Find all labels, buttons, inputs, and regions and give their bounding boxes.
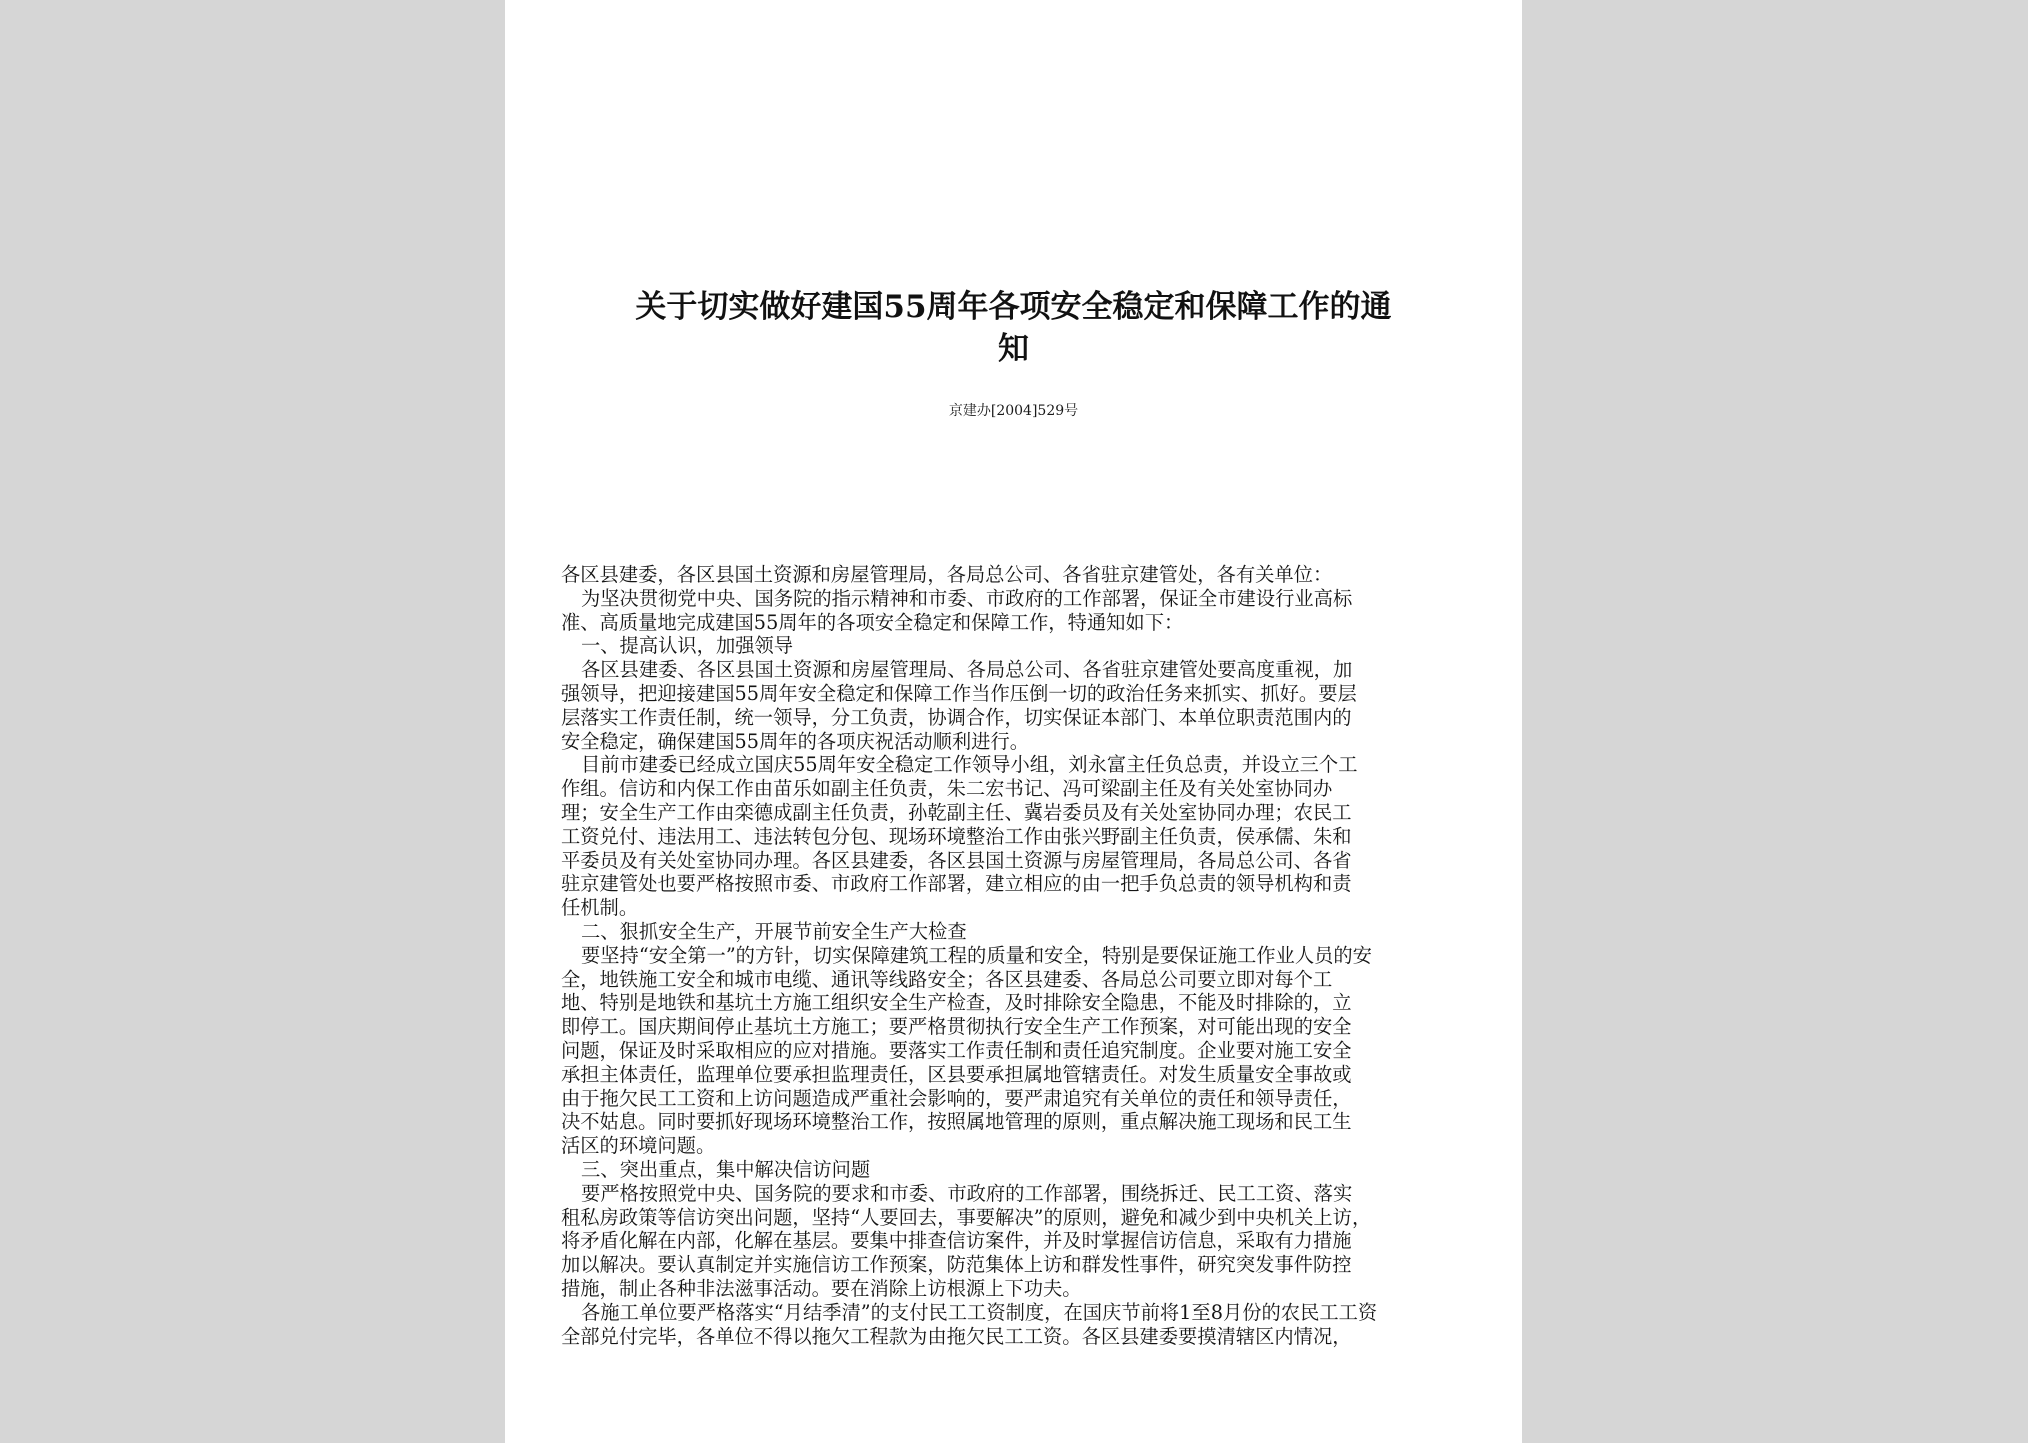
body-line: 为坚决贯彻党中央、国务院的指示精神和市委、市政府的工作部署，保证全市建设行业高标	[581, 586, 1353, 610]
body-line: 二、狠抓安全生产，开展节前安全生产大检查	[581, 919, 967, 943]
body-line: 全部兑付完毕，各单位不得以拖欠工程款为由拖欠民工工资。各区县建委要摸清辖区内情况，	[561, 1324, 1352, 1348]
body-line: 驻京建管处也要严格按照市委、市政府工作部署，建立相应的由一把手负总责的领导机构和责	[561, 872, 1352, 896]
body-line: 决不姑息。同时要抓好现场环境整治工作，按照属地管理的原则，重点解决施工现场和民工生	[561, 1110, 1352, 1134]
body-line: 三、突出重点，集中解决信访问题	[581, 1157, 871, 1181]
body-line: 各区县建委，各区县国土资源和房屋管理局，各局总公司、各省驻京建管处，各有关单位：	[561, 563, 1333, 586]
title-line-2: 知	[998, 331, 1029, 367]
body-line: 问题，保证及时采取相应的应对措施。要落实工作责任制和责任追究制度。企业要对施工安全	[561, 1038, 1352, 1062]
body-line: 措施，制止各种非法滋事活动。要在消除上访根源上下功夫。	[561, 1276, 1082, 1300]
body-line: 各区县建委、各区县国土资源和房屋管理局、各局总公司、各省驻京建管处要高度重视，加	[581, 658, 1353, 682]
body-line: 强领导，把迎接建国55周年安全稳定和保障工作当作压倒一切的政治任务来抓实、抓好。要层	[561, 681, 1357, 705]
body-line: 作组。信访和内保工作由苗乐如副主任负责，朱二宏书记、冯可梁副主任及有关处室协同办	[561, 777, 1333, 801]
document-number: 京建办[2004]529号	[948, 403, 1079, 419]
body-line: 目前市建委已经成立国庆55周年安全稳定工作领导小组，刘永富主任负总责，并设立三个工	[581, 753, 1358, 777]
body-line: 理；安全生产工作由栾德成副主任负责，孙乾副主任、冀岩委员及有关处室协同办理；农民工	[561, 800, 1352, 824]
body-line: 任机制。	[561, 896, 639, 920]
body-line: 工资兑付、违法用工、违法转包分包、现场环境整治工作由张兴野副主任负责，侯承儒、朱和	[561, 824, 1352, 848]
document-page	[505, 0, 1522, 1443]
body-line: 层落实工作责任制，统一领导，分工负责，协调合作，切实保证本部门、本单位职责范围内的	[561, 705, 1352, 729]
document-title	[545, 286, 1482, 370]
body-line: 即停工。国庆期间停止基坑土方施工；要严格贯彻执行安全生产工作预案，对可能出现的安全	[561, 1015, 1352, 1039]
body-line: 由于拖欠民工工资和上访问题造成严重社会影响的，要严肃追究有关单位的责任和领导责任，	[561, 1086, 1352, 1110]
body-line: 安全稳定，确保建国55周年的各项庆祝活动顺利进行。	[561, 729, 1030, 753]
body-line: 要坚持“安全第一”的方针，切实保障建筑工程的质量和安全，特别是要保证施工作业人员的安	[581, 943, 1372, 967]
title-line-1: 关于切实做好建国55周年各项安全稳定和保障工作的通	[635, 289, 1392, 325]
body-line: 活区的环境问题。	[561, 1134, 716, 1158]
body-line: 准、高质量地完成建国55周年的各项安全稳定和保障工作，特通知如下：	[561, 610, 1184, 634]
body-line: 加以解决。要认真制定并实施信访工作预案，防范集体上访和群发性事件，研究突发事件防控	[561, 1253, 1352, 1277]
document-body	[561, 563, 1471, 1348]
body-line: 将矛盾化解在内部，化解在基层。要集中排查信访案件，并及时掌握信访信息，采取有力措施	[561, 1229, 1352, 1253]
body-line: 平委员及有关处室协同办理。各区县建委，各区县国土资源与房屋管理局，各局总公司、各省	[561, 848, 1352, 872]
body-line: 全，地铁施工安全和城市电缆、通讯等线路安全；各区县建委、各局总公司要立即对每个工	[561, 967, 1333, 991]
body-line: 各施工单位要严格落实“月结季清”的支付民工工资制度，在国庆节前将1至8月份的农民工工资	[581, 1300, 1378, 1324]
body-line: 承担主体责任，监理单位要承担监理责任，区县要承担属地管辖责任。对发生质量安全事故或	[561, 1062, 1352, 1086]
body-line: 一、提高认识，加强领导	[581, 634, 794, 658]
body-line: 要严格按照党中央、国务院的要求和市委、市政府的工作部署，围绕拆迁、民工工资、落实	[581, 1181, 1353, 1205]
body-line: 地、特别是地铁和基坑土方施工组织安全生产检查，及时排除安全隐患，不能及时排除的，立	[561, 991, 1352, 1015]
body-line: 租私房政策等信访突出问题，坚持“人要回去，事要解决”的原则，避免和减少到中央机关上访，	[561, 1205, 1372, 1229]
